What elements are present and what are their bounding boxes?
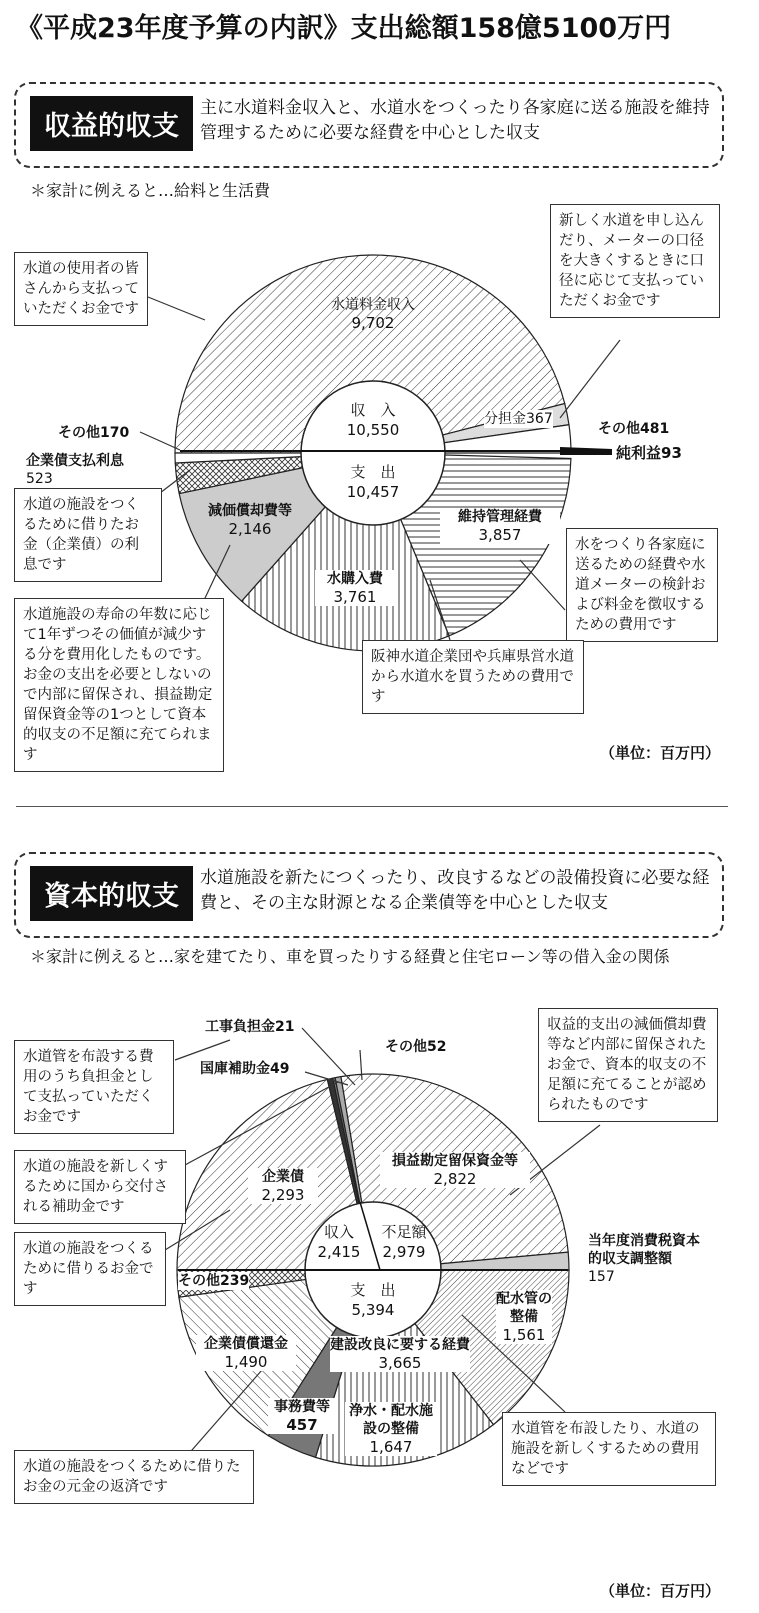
c2-label-repayment <box>196 1335 296 1371</box>
c1-label-income-other <box>598 420 669 438</box>
c1-center-income-total: 10,550 <box>346 421 400 439</box>
c2-expense-other-name: その他 <box>178 1273 220 1289</box>
c1-callout-usage: 水道の使用者の皆さんから支払っていただくお金です <box>14 252 148 326</box>
c2-facility-name: 浄水・配水施設の整備 <box>349 1403 433 1437</box>
c2-construction-share-name: 工事負担金 <box>205 1019 275 1035</box>
c1-net-profit-value: 93 <box>661 444 682 462</box>
c1-expense-other-value: 170 <box>100 425 130 441</box>
c2-center-income-label: 収入 <box>323 1223 354 1241</box>
page-title: 《平成23年度予算の内訳》支出総額158億5100万円 <box>16 13 672 44</box>
c1-label-purchase <box>315 570 395 606</box>
c1-callout-bond-interest: 水道の施設をつくるために借りたお金（企業債）の利息です <box>14 488 162 582</box>
c1-center-expense-label: 支 出 <box>350 463 396 481</box>
c2-center-expense-label: 支 出 <box>350 1281 396 1299</box>
c2-label-tax-adjust <box>588 1232 708 1286</box>
chart1-net-profit-mark <box>560 447 612 455</box>
c2-callout-reserve: 収益的支出の減価償却費等など内部に留保されたお金で、資本的収支の不足額に充てることが認められたものです <box>538 1008 718 1122</box>
c1-purchase-value: 3,761 <box>333 588 377 606</box>
c1-net-profit-name: 純利益 <box>616 444 662 462</box>
section1-description: 主に水道料金収入と、水道水をつくったり各家庭に送る施設を維持管理するために必要な経費を中心とした収支 <box>200 98 710 143</box>
c2-center-expense <box>323 1280 423 1320</box>
c1-label-depreciation <box>195 502 305 538</box>
c1-callout-maintenance: 水をつくり各家庭に送るための経費や水道メーターの検針および料金を徴収するための費用です <box>566 528 718 642</box>
c2-label-construction-share <box>205 1018 294 1036</box>
c1-expense-other-name: その他 <box>58 425 100 441</box>
c1-income-other-value: 481 <box>640 421 670 437</box>
c1-center-income-label: 収 入 <box>350 401 396 419</box>
c1-label-expense-other <box>58 424 129 442</box>
c1-bond-interest-name: 企業債支払利息 <box>26 453 124 469</box>
c1-purchase-name: 水購入費 <box>327 571 383 587</box>
c2-center-shortfall <box>372 1222 436 1262</box>
c2-callout-construction-share: 水道管を布設する費用のうち負担金として支払っていただくお金です <box>14 1040 174 1134</box>
c1-callout-purchase: 阪神水道企業団や兵庫県営水道から水道水を買うための費用です <box>362 640 584 714</box>
c2-callout-pipe: 水道管を布設したり、水道の施設を新しくするための費用などです <box>502 1412 716 1486</box>
c2-label-income-other <box>385 1038 446 1056</box>
section-divider <box>16 806 728 807</box>
c2-callout-repayment: 水道の施設をつくるために借りたお金の元金の返済です <box>14 1450 254 1504</box>
c2-center-shortfall-label: 不足額 <box>381 1223 427 1241</box>
c2-label-office <box>268 1398 336 1434</box>
c1-depreciation-name: 減価償却費等 <box>208 503 292 519</box>
c1-maintenance-name: 維持管理経費 <box>458 509 542 525</box>
c2-facility-value: 1,647 <box>369 1438 413 1456</box>
c2-reserve-value: 2,822 <box>433 1170 477 1188</box>
section1-household-note: ＊家計に例えると…給料と生活費 <box>30 181 271 200</box>
c2-construction-share-value: 21 <box>275 1019 295 1035</box>
c1-water-fee-name: 水道料金収入 <box>331 297 415 313</box>
c2-center-expense-total: 5,394 <box>351 1301 395 1319</box>
c2-income-other-value: 52 <box>427 1039 447 1055</box>
c2-tax-adjust-value: 157 <box>588 1269 615 1285</box>
c2-subsidy-value: 49 <box>270 1061 290 1077</box>
c2-label-reserve <box>380 1152 530 1188</box>
c2-subsidy-name: 国庫補助金 <box>200 1061 270 1077</box>
c2-label-pipe <box>496 1290 552 1344</box>
c2-repayment-name: 企業債償還金 <box>204 1336 288 1352</box>
c2-construction-total-name: 建設改良に要する経費 <box>330 1337 470 1353</box>
c1-water-fee-value: 9,702 <box>351 314 395 332</box>
c2-center-income <box>308 1222 370 1262</box>
c2-expense-other-value: 239 <box>220 1273 250 1289</box>
c1-label-water-fee <box>318 296 428 332</box>
c1-center-income <box>323 400 423 440</box>
c2-label-subsidy <box>200 1060 289 1078</box>
section2-description: 水道施設を新たにつくったり、改良するなどの設備投資に必要な経費と、その主な財源となる企業債等を中心とした収支 <box>200 868 710 913</box>
c1-center-expense-total: 10,457 <box>346 483 400 501</box>
c2-pipe-name: 配水管の整備 <box>496 1291 552 1325</box>
c2-callout-subsidy: 水道の施設を新しくするために国から交付される補助金です <box>14 1150 186 1224</box>
c2-income-other-name: その他 <box>385 1039 427 1055</box>
c1-label-maintenance <box>440 508 560 544</box>
c2-office-value: 457 <box>286 1416 318 1434</box>
c2-tax-adjust-name: 当年度消費税資本的収支調整額 <box>588 1233 700 1267</box>
c2-repayment-value: 1,490 <box>224 1353 268 1371</box>
c2-reserve-name: 損益勘定留保資金等 <box>392 1153 518 1169</box>
c2-pipe-value: 1,561 <box>502 1326 546 1344</box>
c1-callout-depreciation: 水道施設の寿命の年数に応じて1年ずつその価値が減少する分を費用化したものです。お金の支出を必要としないので内部に留保され、損益勘定留保資金等の1つとして資本的収支の不足額に充てられます <box>14 598 224 772</box>
c2-center-income-total: 2,415 <box>317 1243 361 1261</box>
c2-label-construction-total <box>330 1336 470 1372</box>
section2-badge: 資本的収支 <box>30 866 193 921</box>
c2-label-facility <box>345 1402 437 1456</box>
c1-label-net-profit <box>616 444 682 462</box>
c1-callout-new-app: 新しく水道を申し込んだり、メーターの口径を大きくするときに口径に応じて支払っていただくお金です <box>550 204 720 318</box>
c1-depreciation-value: 2,146 <box>228 520 272 538</box>
c2-office-name: 事務費等 <box>274 1399 330 1415</box>
c1-label-bond-interest <box>26 452 124 488</box>
c2-label-expense-other <box>178 1272 249 1290</box>
c1-label-share <box>484 410 553 428</box>
c1-share-name: 分担金 <box>484 411 526 427</box>
c1-bond-interest-value: 523 <box>26 471 53 487</box>
c2-bond-value: 2,293 <box>261 1186 305 1204</box>
c2-construction-total-value: 3,665 <box>378 1354 422 1372</box>
c1-maintenance-value: 3,857 <box>478 526 522 544</box>
c2-bond-name: 企業債 <box>262 1169 304 1185</box>
section2-household-note: ＊家計に例えると…家を建てたり、車を買ったりする経費と住宅ローン等の借入金の関係 <box>30 947 670 966</box>
c2-center-shortfall-total: 2,979 <box>382 1243 426 1261</box>
section2-unit: （単位：百万円） <box>600 1582 721 1600</box>
c2-callout-bond: 水道の施設をつくるために借りるお金です <box>14 1232 166 1306</box>
c2-label-bond <box>248 1168 318 1204</box>
section1-unit: （単位：百万円） <box>600 744 721 762</box>
c1-center-expense <box>323 462 423 502</box>
section1-badge: 収益的収支 <box>30 96 193 151</box>
c1-share-value: 367 <box>526 411 553 427</box>
c1-income-other-name: その他 <box>598 421 640 437</box>
